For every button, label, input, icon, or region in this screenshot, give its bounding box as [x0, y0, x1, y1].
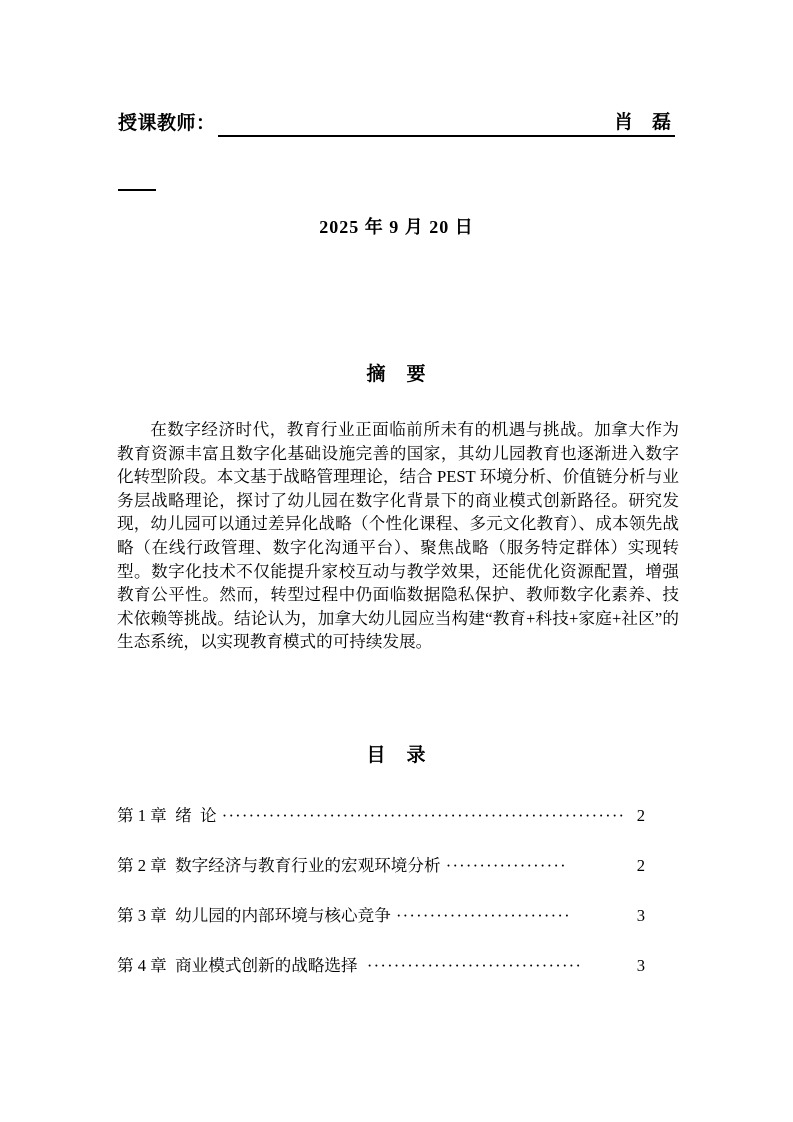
toc-entry-title: 第 3 章 幼儿园的内部环境与核心竞争 — [117, 906, 395, 925]
toc-entry-title: 第 4 章 商业模式创新的战略选择 — [117, 956, 366, 975]
toc-entry-chapter-2[interactable] — [117, 856, 645, 906]
abstract-body-text: 在数字经济时代，教育行业正面临前所未有的机遇与挑战。加拿大作为教育资源丰富且数字化基础设施完善的国家，其幼儿园教育也逐渐进入数字化转型阶段。本文基于战略管理理论，结合 PEST 环境分析、价值链分析与业务层战略理论，探讨了幼儿园在数字化背景下的商业模式创新路径。研究发现，幼儿园可以通过差异化战略（个性化课程、多元文化教育）、成本领先战略（在线行政管理、数字化沟通平台）、聚焦战略（服务特定群体）实现转型。数字化技术不仅能提升家校互动与教学效果，还能优化资源配置，增强教育公平性。然而，转型过程中仍面临数据隐私保护、教师数字化素养、技术依赖等挑战。结论认为，加拿大幼儿园应当构建“教育+科技+家庭+社区”的生态系统，以实现教育模式的可持续发展。 — [117, 420, 679, 652]
teacher-field-row — [118, 111, 675, 137]
toc-leader-dots: ·················· — [445, 856, 567, 875]
toc-page-number: 3 — [632, 906, 645, 925]
toc-leader-dots: ································ — [366, 956, 583, 975]
teacher-underline-rule — [218, 111, 675, 137]
short-rule-divider — [118, 189, 156, 191]
toc-heading: 目 录 — [366, 745, 427, 766]
teacher-label: 授课教师： — [118, 113, 216, 134]
toc-entry-title: 第 1 章 绪 论 — [117, 806, 221, 825]
toc-page-number: 2 — [636, 806, 645, 825]
toc-entry-chapter-4[interactable] — [117, 956, 645, 1006]
toc-entry-chapter-3[interactable] — [117, 906, 645, 956]
toc-leader-dots: ·························· — [395, 906, 571, 925]
toc-entry-chapter-1[interactable] — [117, 806, 645, 856]
toc-page-number: 3 — [636, 956, 645, 975]
teacher-name-value: 肖 磊 — [613, 112, 671, 133]
toc-page-number: 2 — [632, 856, 645, 875]
toc-entry-title: 第 2 章 数字经济与教育行业的宏观环境分析 — [117, 856, 445, 875]
document-date: 2025 年 9 月 20 日 — [319, 217, 474, 237]
toc-leader-dots: ···························································· — [221, 806, 626, 825]
abstract-heading: 摘 要 — [366, 364, 427, 385]
table-of-contents — [117, 806, 645, 1006]
